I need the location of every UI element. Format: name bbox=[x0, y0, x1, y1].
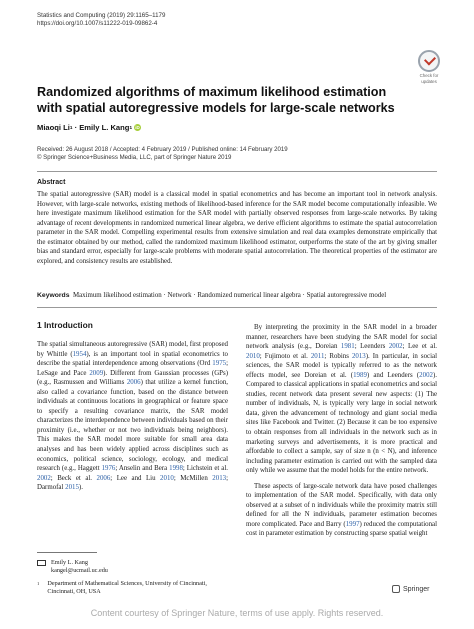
citation-link[interactable]: 2010 bbox=[160, 474, 174, 482]
check-for-updates-badge[interactable] bbox=[414, 50, 444, 84]
keywords-label: Keywords bbox=[37, 292, 70, 299]
citation-link[interactable]: 1954 bbox=[72, 350, 87, 358]
intro-paragraph-2: By interpreting the proximity in the SAR model in a broader manner, researchers have been studying the SAR model for social network analysis (e.g., Doreian 1981; Leenders 2002; Lee et al. 2010; Fujimoto et al. 2011; Robins 2013). In particular, in social sciences, the SAR model is typically referred to as the network effects model, see Doreian et al. (1989) and Leenders (2002). Compared to classical applications in spatial econometrics and social studies, recent network data present several new aspects: (1) The number of individuals, N, is typically very large in social network data, given the advancement of technology and giant social media sites like Facebook and Twitter. (2) Because it can be too expensive to obtain responses from all individuals in the network such as in marketing surveys and advertisements, it is more practical and affordable to collect a sample, say of size n (n < N), and inference including parameter estimation is carried out with the sampled data only while we assume that the model holds for the entire network. bbox=[246, 324, 437, 475]
doi-link[interactable]: https://doi.org/10.1007/s11222-019-09862-4 bbox=[37, 20, 158, 28]
left-column bbox=[37, 340, 228, 493]
springer-horse-icon bbox=[392, 585, 400, 593]
right-column bbox=[246, 323, 437, 539]
courtesy-notice: Content courtesy of Springer Nature, terms of use apply. Rights reserved. bbox=[90, 608, 384, 618]
author-separator: · bbox=[72, 123, 80, 132]
intro-paragraph-1: The spatial simultaneous autoregressive (SAR) model, first proposed by Whittle (1954), is an important tool in spatial econometrics to describe the spatial interdependence among observations (Ord 1975; LeSage and Pace 2009). Different from Gaussian processes (GPs) (e.g., Rasmussen and Williams 2006) that utilize a kernel function, also called a covariance function, based on the distance between individuals at continuous locations in geographical or feature space to specify a resulting covariance matrix, the SAR model characterizes the interdependence between individuals based on their proximity (i.e., whether or not two individuals being neighbors). This makes the SAR model more suitable for small area data analyses and has been widely applied across disciplines such as economics, political science, sociology, ecology, and medical research (e.g., Haggett 1976; Anselin and Bera 1998; Lichstein et al. 2002; Beck et al. 2006; Lee and Liu 2010; McMillen 2013; Darmofal 2015). bbox=[37, 341, 228, 492]
affiliation-number: 1 bbox=[37, 581, 40, 586]
abstract-heading: Abstract bbox=[37, 179, 66, 186]
article-title bbox=[37, 84, 427, 116]
affiliation-text: Department of Mathematical Sciences, University of Cincinnati, Cincinnati, OH, USA bbox=[47, 580, 207, 595]
author-kang-affil: 1 bbox=[129, 125, 132, 130]
title-line-1: Randomized algorithms of maximum likelihood estimation bbox=[37, 85, 387, 99]
envelope-icon bbox=[37, 560, 46, 566]
citation-link[interactable]: 1998 bbox=[169, 465, 183, 473]
affiliation bbox=[37, 580, 207, 596]
citation-link[interactable]: 2006 bbox=[126, 379, 141, 387]
citation-link[interactable]: 2002 bbox=[419, 371, 433, 379]
citation-link[interactable]: 2002 bbox=[37, 474, 51, 482]
author-list bbox=[37, 123, 141, 132]
intro-paragraph-3: These aspects of large-scale network data have posed challenges to implementation of the SAR model. Specifically, with data only observed at a subset of n individuals while the proximity matrix still defined for all the N individuals, parameter estimation becomes more complicated. Pace and Barry (1997) reduced the computational cost in parameter estimation by constructing sparse spatial weight bbox=[246, 482, 437, 538]
divider-keywords bbox=[37, 307, 437, 308]
badge-label-2: updates bbox=[421, 79, 437, 84]
corresponding-author bbox=[37, 559, 108, 575]
journal-header bbox=[37, 12, 165, 29]
citation-link[interactable]: 2009 bbox=[89, 369, 104, 377]
author-kang[interactable]: Emily L. Kang bbox=[79, 123, 130, 132]
citation-link[interactable]: 2010 bbox=[246, 352, 260, 360]
citation-link[interactable]: 2011 bbox=[310, 352, 325, 360]
citation-link[interactable]: 1975 bbox=[212, 360, 227, 368]
journal-citation: Statistics and Computing (2019) 29:1165–1179 bbox=[37, 12, 166, 19]
author-li-affil: 1 bbox=[69, 125, 73, 130]
citation-link[interactable]: 2013 bbox=[351, 352, 366, 360]
keywords bbox=[37, 291, 437, 300]
publisher-name: Springer bbox=[403, 585, 430, 593]
section-title: 1 Introduction bbox=[37, 320, 93, 330]
citation-link[interactable]: 2006 bbox=[96, 474, 111, 482]
citation-link[interactable]: 1989 bbox=[353, 371, 367, 379]
citation-link[interactable]: 1981 bbox=[340, 343, 355, 351]
citation-link[interactable]: 2015 bbox=[65, 484, 79, 492]
citation-link[interactable]: 1976 bbox=[101, 465, 116, 473]
badge-label-1: Check for bbox=[419, 73, 439, 78]
author-li[interactable]: Miaoqi Li bbox=[37, 123, 70, 132]
copyright-line: © Springer Science+Business Media, LLC, part of Springer Nature 2019 bbox=[37, 154, 232, 162]
citation-link[interactable]: 2013 bbox=[212, 474, 227, 482]
publisher-logo bbox=[392, 585, 429, 593]
publication-dates bbox=[37, 146, 288, 163]
title-line-2: with spatial autoregressive models for large-scale networks bbox=[37, 101, 395, 115]
citation-link[interactable]: 2002 bbox=[388, 343, 403, 351]
abstract-text: The spatial autoregressive (SAR) model is a classical model in spatial econometrics and has become an important tool in network analysis. However, with large-scale networks, existing methods of likelihood-based inference for the SAR model become computationally infeasible. We here investigate maximum likelihood estimation for the SAR model with partially observed responses from large-scale networks. By taking advantage of recent developments in randomized numerical linear algebra, we derive efficient algorithms to estimate the spatial autocorrelation parameter in the SAR model. Compelling experimental results from extensive simulation and real data examples demonstrate empirically that the estimator obtained by our method, called the randomized maximum likelihood estimator, outperforms the state of the art by giving smaller bias and standard error, especially for large-scale problems with moderate spatial autocorrelation. The theoretical properties of the estimator are explored, and consistency results are established. bbox=[37, 191, 437, 265]
citation-link[interactable]: 1997 bbox=[345, 520, 360, 528]
divider-top bbox=[37, 171, 437, 172]
email-link[interactable]: kangel@ucmail.uc.edu bbox=[51, 567, 108, 574]
orcid-icon[interactable]: iD bbox=[135, 125, 140, 130]
footnote-divider bbox=[37, 552, 97, 553]
keywords-text: Maximum likelihood estimation · Network · Randomized numerical linear algebra · Spatial autoregressive model bbox=[72, 292, 387, 299]
dates-line: Received: 26 August 2018 / Accepted: 4 February 2019 / Published online: 14 February 2019 bbox=[37, 146, 288, 153]
check-updates-icon bbox=[418, 50, 440, 72]
corresponding-name: Emily L. Kang bbox=[51, 559, 88, 566]
